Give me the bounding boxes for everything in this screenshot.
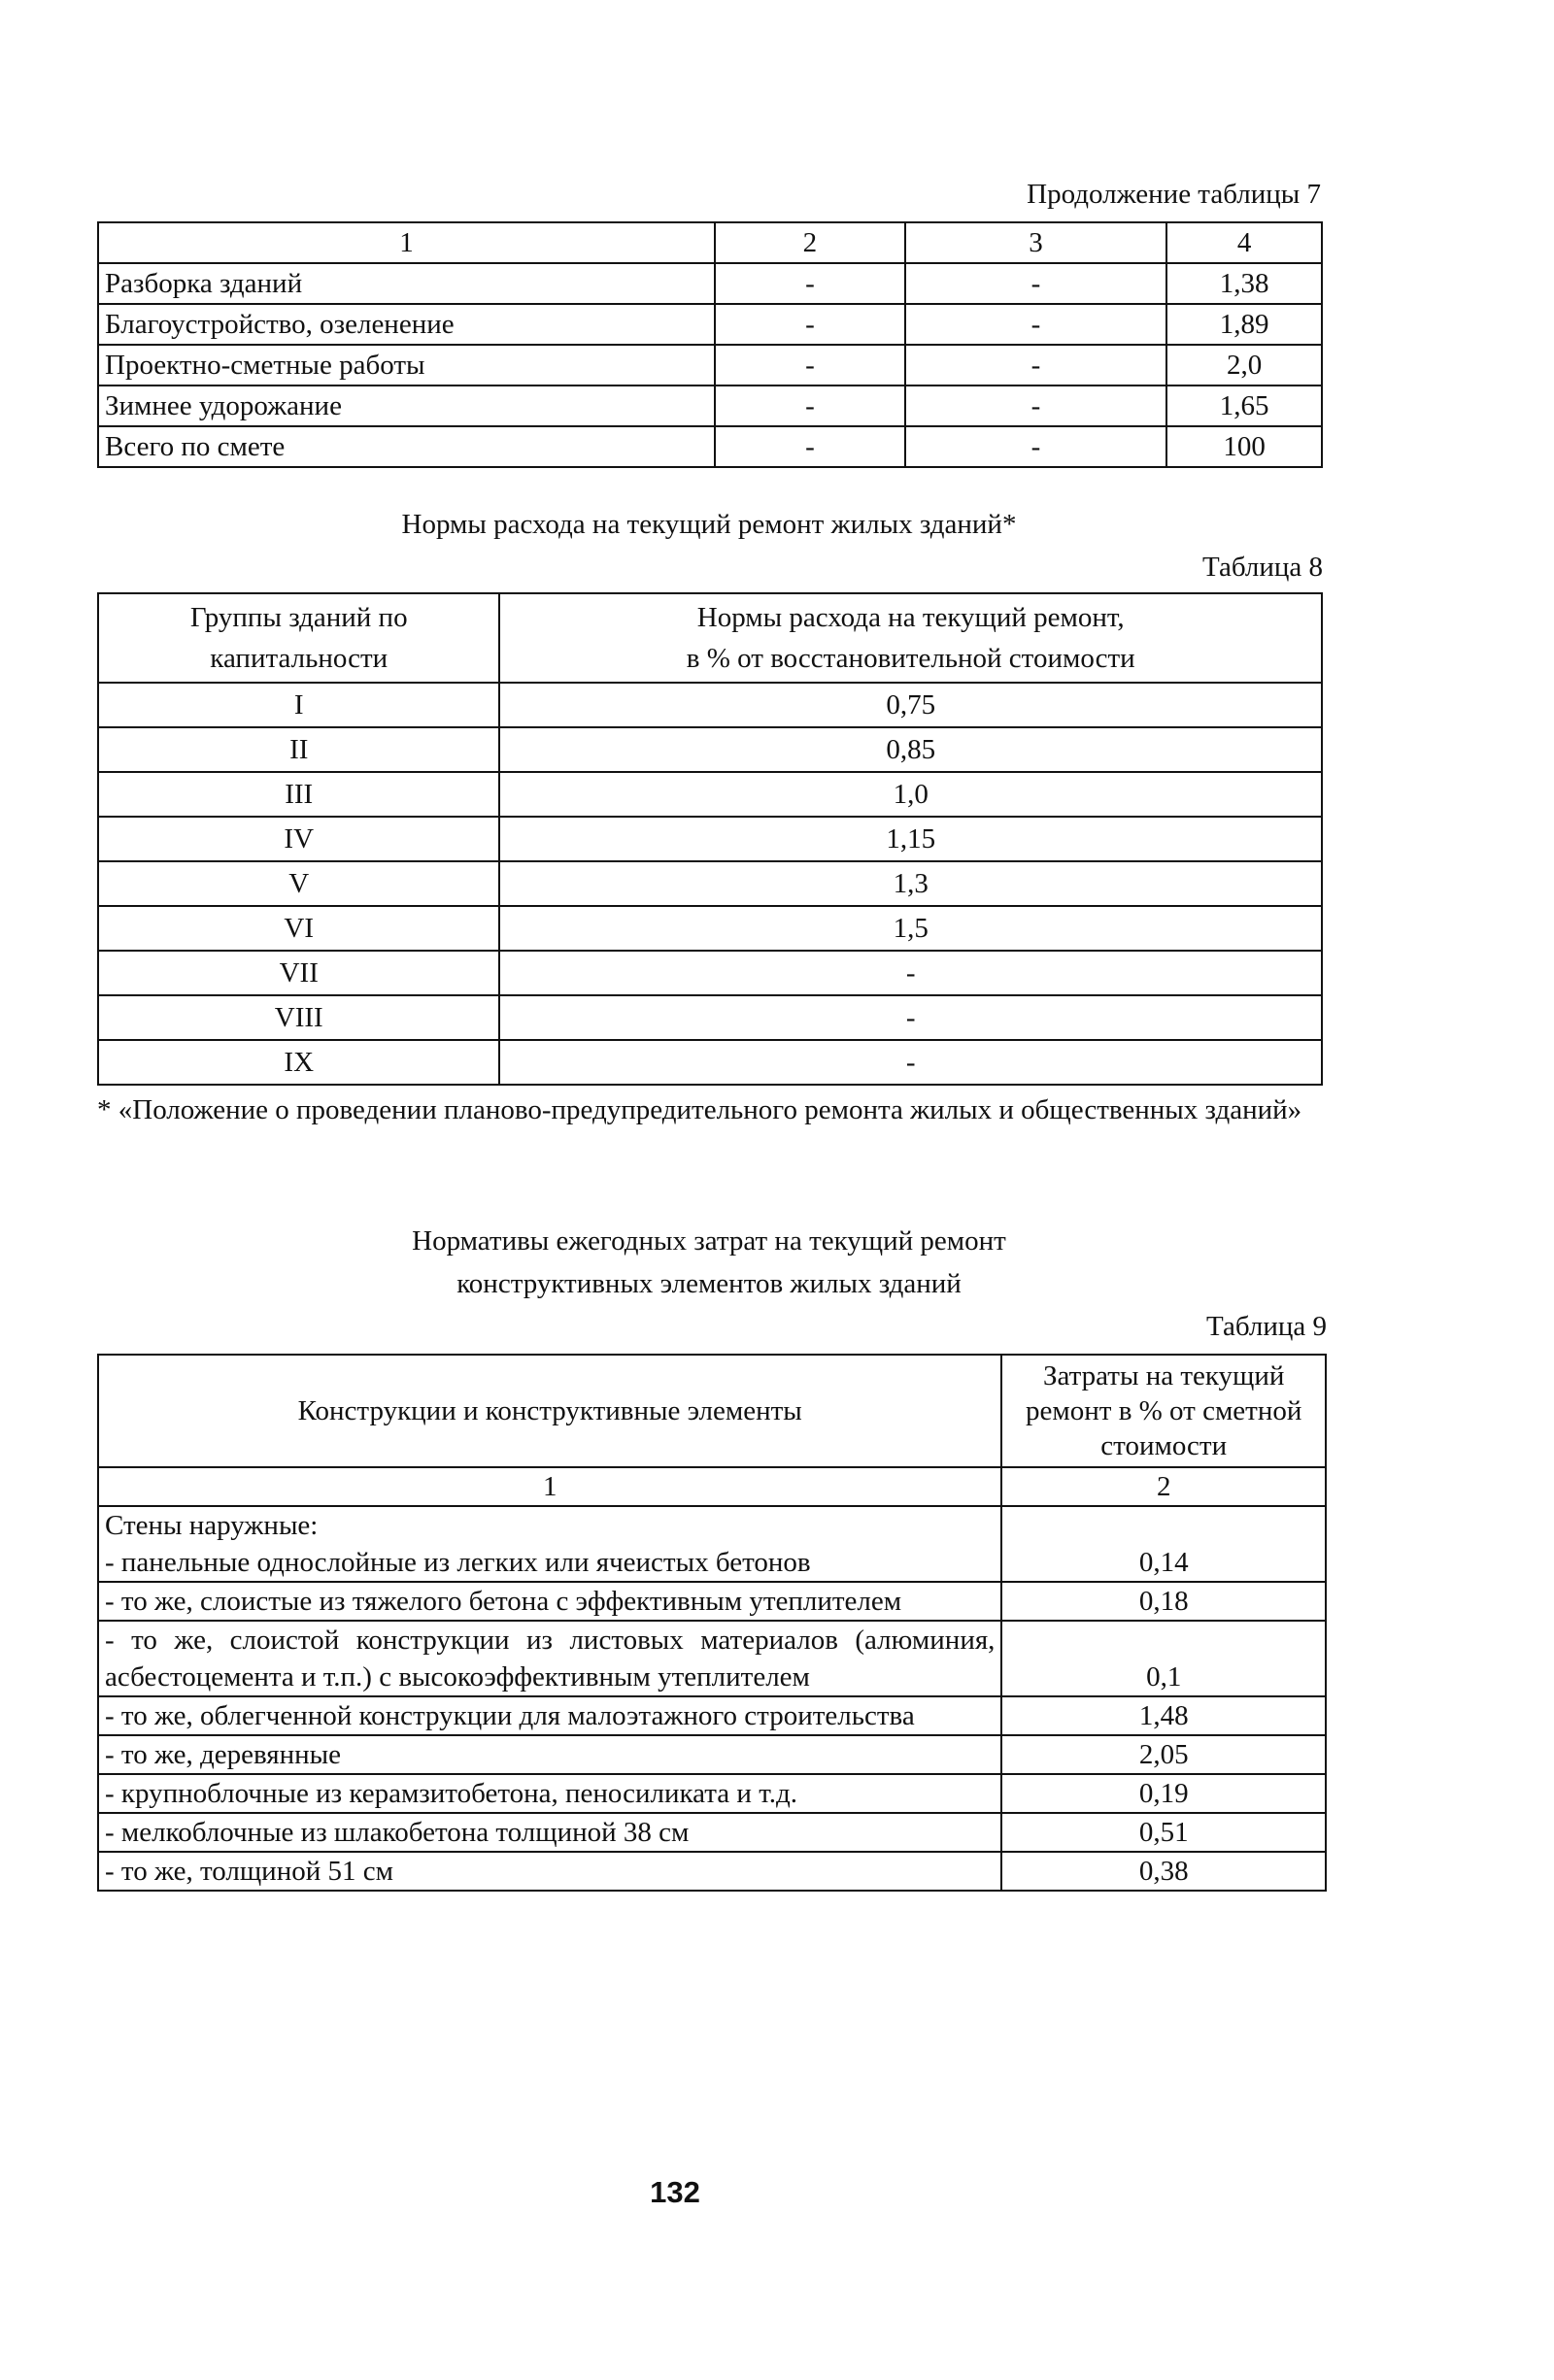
table-9	[97, 1354, 1327, 1892]
table9-element: - то же, деревянные	[98, 1735, 1001, 1774]
table8-title: Нормы расхода на текущий ремонт жилых зданий*	[401, 509, 1017, 540]
table8-group: III	[98, 772, 499, 817]
table-row	[98, 683, 1322, 727]
table8-group: IV	[98, 817, 499, 861]
table7-col2: -	[715, 304, 905, 345]
table7-name: Всего по смете	[98, 426, 715, 467]
table8-value: -	[499, 951, 1322, 995]
table8-header-group-line2: капитальности	[210, 643, 388, 674]
table8-value: 1,5	[499, 906, 1322, 951]
table8-value: 0,85	[499, 727, 1322, 772]
table9-value: 0,51	[1001, 1813, 1326, 1852]
table7-col4: 1,65	[1166, 385, 1322, 426]
table-row	[98, 385, 1322, 426]
table7-header-cell: 4	[1166, 222, 1322, 263]
table8-value: 0,75	[499, 683, 1322, 727]
table7-col3: -	[905, 263, 1166, 304]
table8-value: 1,3	[499, 861, 1322, 906]
table7-name: Зимнее удорожание	[98, 385, 715, 426]
table9-value: 0,38	[1001, 1852, 1326, 1891]
table9-col-number: 1	[98, 1467, 1001, 1506]
table9-title-line2: конструктивных элементов жилых зданий	[456, 1268, 962, 1299]
table8-group: VI	[98, 906, 499, 951]
table9-element: - то же, толщиной 51 см	[98, 1852, 1001, 1891]
table9-value: 0,19	[1001, 1774, 1326, 1813]
table7-col2: -	[715, 385, 905, 426]
table-row	[98, 1735, 1326, 1774]
table8-value: 1,15	[499, 817, 1322, 861]
table8-group: V	[98, 861, 499, 906]
table8-header-group-line1: Группы зданий по	[189, 602, 408, 633]
table8-header-norms	[499, 593, 1322, 683]
table7-name: Благоустройство, озеленение	[98, 304, 715, 345]
table7-col3: -	[905, 345, 1166, 385]
table9-element: - то же, слоистые из тяжелого бетона с эффективным утеплителем	[98, 1582, 1001, 1621]
table-row	[98, 772, 1322, 817]
table8-group: II	[98, 727, 499, 772]
table7-col4: 1,89	[1166, 304, 1322, 345]
table9-col-number: 2	[1001, 1467, 1326, 1506]
table-row	[98, 951, 1322, 995]
table-row	[98, 1852, 1326, 1891]
table8-header-row	[98, 593, 1322, 683]
table9-element: - мелкоблочные из шлакобетона толщиной 38 см	[98, 1813, 1001, 1852]
table9-value: 1,48	[1001, 1696, 1326, 1735]
table7-header-cell: 3	[905, 222, 1166, 263]
table8-group: IX	[98, 1040, 499, 1085]
table9-title-line1: Нормативы ежегодных затрат на текущий ремонт	[412, 1225, 1006, 1257]
table7-name: Разборка зданий	[98, 263, 715, 304]
table9-header-costs: Затраты на текущий ремонт в % от сметной стоимости	[1001, 1355, 1326, 1467]
table-row	[98, 1696, 1326, 1735]
table8-value: -	[499, 1040, 1322, 1085]
table9-value: 2,05	[1001, 1735, 1326, 1774]
table9-element: - крупноблочные из керамзитобетона, пеносиликата и т.д.	[98, 1774, 1001, 1813]
table8-group: I	[98, 683, 499, 727]
table7-col2: -	[715, 263, 905, 304]
table7-col4: 2,0	[1166, 345, 1322, 385]
page-number: 132	[650, 2175, 700, 2209]
table9-element: Стены наружные: - панельные однослойные из легких или ячеистых бетонов	[98, 1506, 1001, 1582]
table8-header-norms-line1: Нормы расхода на текущий ремонт,	[696, 602, 1125, 633]
table-row	[98, 1582, 1326, 1621]
table7-header-row	[98, 222, 1322, 263]
table7-col4: 100	[1166, 426, 1322, 467]
table-row	[98, 995, 1322, 1040]
table7-col2: -	[715, 345, 905, 385]
table-row	[98, 1621, 1326, 1696]
table7-col2: -	[715, 426, 905, 467]
table7-col3: -	[905, 304, 1166, 345]
table-row	[98, 1813, 1326, 1852]
table8-header-group	[98, 593, 499, 683]
table7-header-cell: 1	[98, 222, 715, 263]
table7-caption: Продолжение таблицы 7	[1027, 179, 1321, 210]
table8-group: VIII	[98, 995, 499, 1040]
table8-header-norms-line2: в % от восстановительной стоимости	[686, 643, 1135, 674]
table-row	[98, 817, 1322, 861]
table7-header-cell: 2	[715, 222, 905, 263]
table8-caption: Таблица 8	[1201, 552, 1323, 583]
table-row	[98, 304, 1322, 345]
table7-col3: -	[905, 385, 1166, 426]
table8-value: 1,0	[499, 772, 1322, 817]
table8-footnote: * «Положение о проведении планово-предупредительного ремонта жилых и общественных зданий»	[97, 1094, 1302, 1125]
table-8	[97, 592, 1323, 1086]
table9-value: 0,14	[1001, 1506, 1326, 1582]
table-row	[98, 263, 1322, 304]
table8-value: -	[499, 995, 1322, 1040]
table-row	[98, 861, 1322, 906]
table9-value: 0,18	[1001, 1582, 1326, 1621]
table9-element: - то же, облегченной конструкции для малоэтажного строительства	[98, 1696, 1001, 1735]
table9-header-elements: Конструкции и конструктивные элементы	[98, 1355, 1001, 1467]
table-row	[98, 1506, 1326, 1582]
table9-header-row	[98, 1355, 1326, 1467]
table9-caption: Таблица 9	[1205, 1311, 1327, 1342]
table9-number-row	[98, 1467, 1326, 1506]
table-row	[98, 1040, 1322, 1085]
table9-value: 0,1	[1001, 1621, 1326, 1696]
table7-col3: -	[905, 426, 1166, 467]
table-row	[98, 906, 1322, 951]
table-row	[98, 727, 1322, 772]
table8-group: VII	[98, 951, 499, 995]
table-row	[98, 426, 1322, 467]
table7-name: Проектно-сметные работы	[98, 345, 715, 385]
table-row	[98, 1774, 1326, 1813]
table-7	[97, 221, 1323, 468]
table9-element: - то же, слоистой конструкции из листовых материалов (алюминия, асбестоцемента и т.п.) с высокоэффективным утеплителем	[98, 1621, 1001, 1696]
table7-col4: 1,38	[1166, 263, 1322, 304]
table-row	[98, 345, 1322, 385]
